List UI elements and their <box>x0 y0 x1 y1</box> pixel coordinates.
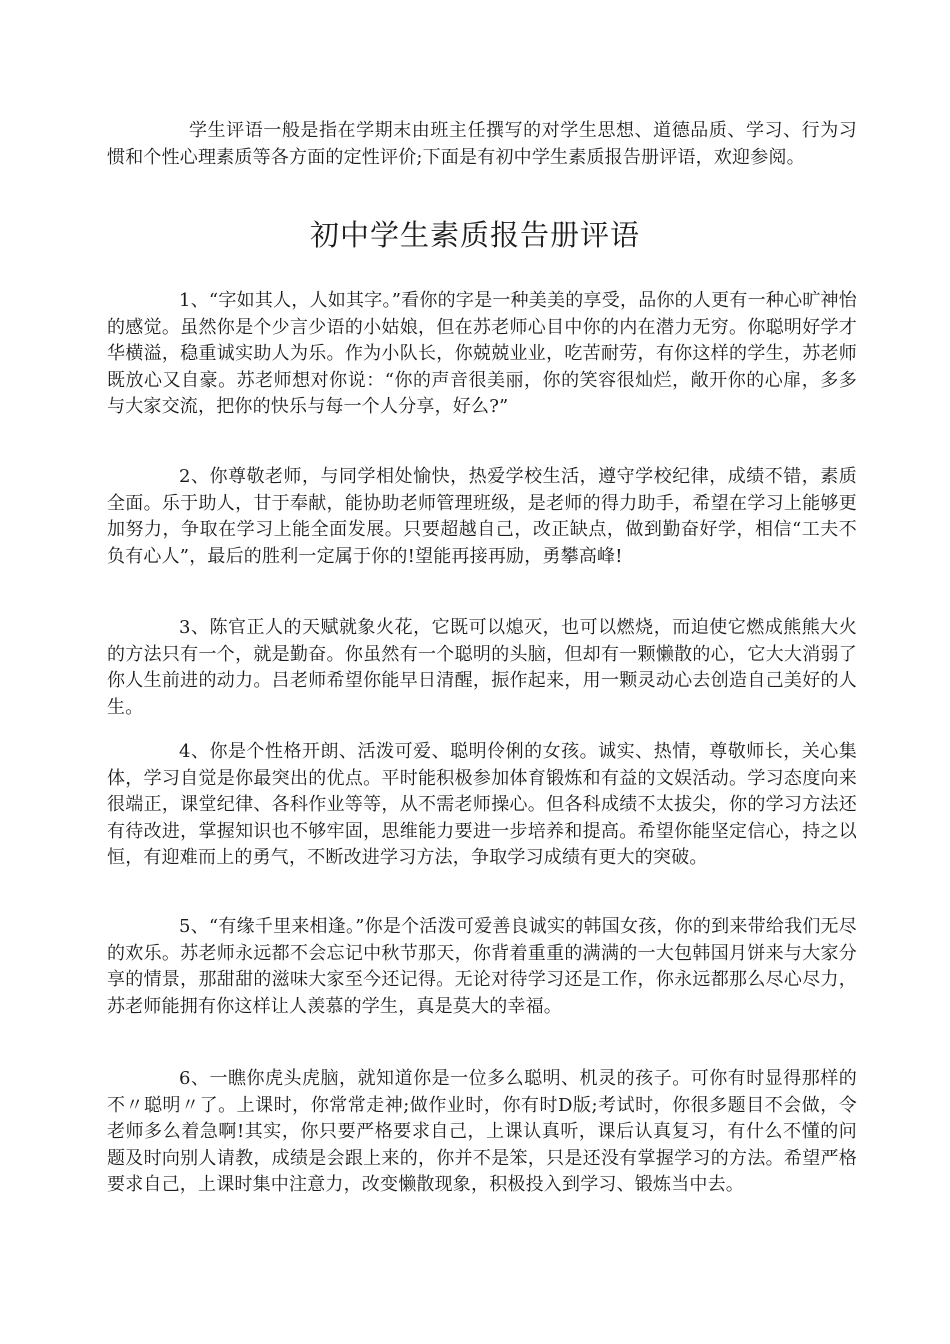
comment-paragraph-3: 3、陈官正人的天赋就象火花，它既可以熄灭，也可以燃烧，而迫使它燃成熊熊大火的方法只有一个，就是勤奋。你虽然有一个聪明的头脑，但却有一颗懒散的心，它大大消弱了你人生前进的动力。吕老师希望你能早日清醒，振作起来，用一颗灵动心去创造自己美好的人生。 <box>107 617 857 718</box>
comment-paragraph-1: 1、“字如其人，人如其字。”看你的字是一种美美的享受，品你的人更有一种心旷神怡的感觉。虽然你是个少言少语的小姑娘，但在苏老师心目中你的内在潜力无穷。你聪明好学才华横溢，稳重诚实助人为乐。作为小队长，你兢兢业业，吃苦耐劳，有你这样的学生，苏老师既放心又自豪。苏老师想对你说：“你的声音很美丽，你的笑容很灿烂，敞开你的心扉，多多与大家交流，把你的快乐与每一个人分享，好么?” <box>107 290 857 417</box>
comment-paragraph-6: 6、一瞧你虎头虎脑，就知道你是一位多么聪明、机灵的孩子。可你有时显得那样的不〃聪明〃了。上课时，你常常走神;做作业时，你有时D版;考试时，你很多题目不会做，令老师多么着急啊!其实，你只要严格要求自己，上课认真听，课后认真复习，有什么不懂的问题及时向别人请教，成绩是会跟上来的，你并不是笨，只是还没有掌握学习的方法。希望严格要求自己，上课时集中注意力，改变懒散现象，积极投入到学习、锻炼当中去。 <box>107 1068 857 1195</box>
page-title: 初中学生素质报告册评语 <box>309 218 640 252</box>
intro-paragraph: 学生评语一般是指在学期末由班主任撰写的对学生思想、道德品质、学习、行为习惯和个性心理素质等各方面的定性评价;下面是有初中学生素质报告册评语，欢迎参阅。 <box>107 120 857 168</box>
comment-paragraph-2: 2、你尊敬老师，与同学相处愉快，热爱学校生活，遵守学校纪律，成绩不错，素质全面。乐于助人，甘于奉献，能协助老师管理班级，是老师的得力助手，希望在学习上能够更加努力，争取在学习上能全面发展。只要超越自己，改正缺点，做到勤奋好学，相信“工夫不负有心人”，最后的胜利一定属于你的!望能再接再励，勇攀高峰! <box>107 466 857 567</box>
comment-paragraph-5: 5、“有缘千里来相逢。”你是个活泼可爱善良诚实的韩国女孩，你的到来带给我们无尽的欢乐。苏老师永远都不会忘记中秋节那天，你背着重重的满满的一大包韩国月饼来与大家分享的情景，那甜甜的滋味大家至今还记得。无论对待学习还是工作，你永远都那么尽心尽力，苏老师能拥有你这样让人羡慕的学生，真是莫大的幸福。 <box>107 916 857 1017</box>
comment-paragraph-4: 4、你是个性格开朗、活泼可爱、聪明伶俐的女孩。诚实、热情，尊敬师长，关心集体，学习自觉是你最突出的优点。平时能积极参加体育锻炼和有益的文娱活动。学习态度向来很端正，课堂纪律、各科作业等等，从不需老师操心。但各科成绩不太拔尖，你的学习方法还有待改进，掌握知识也不够牢固，思维能力要进一步培养和提高。希望你能坚定信心，持之以恒，有迎难而上的勇气，不断改进学习方法，争取学习成绩有更大的突破。 <box>107 741 857 868</box>
